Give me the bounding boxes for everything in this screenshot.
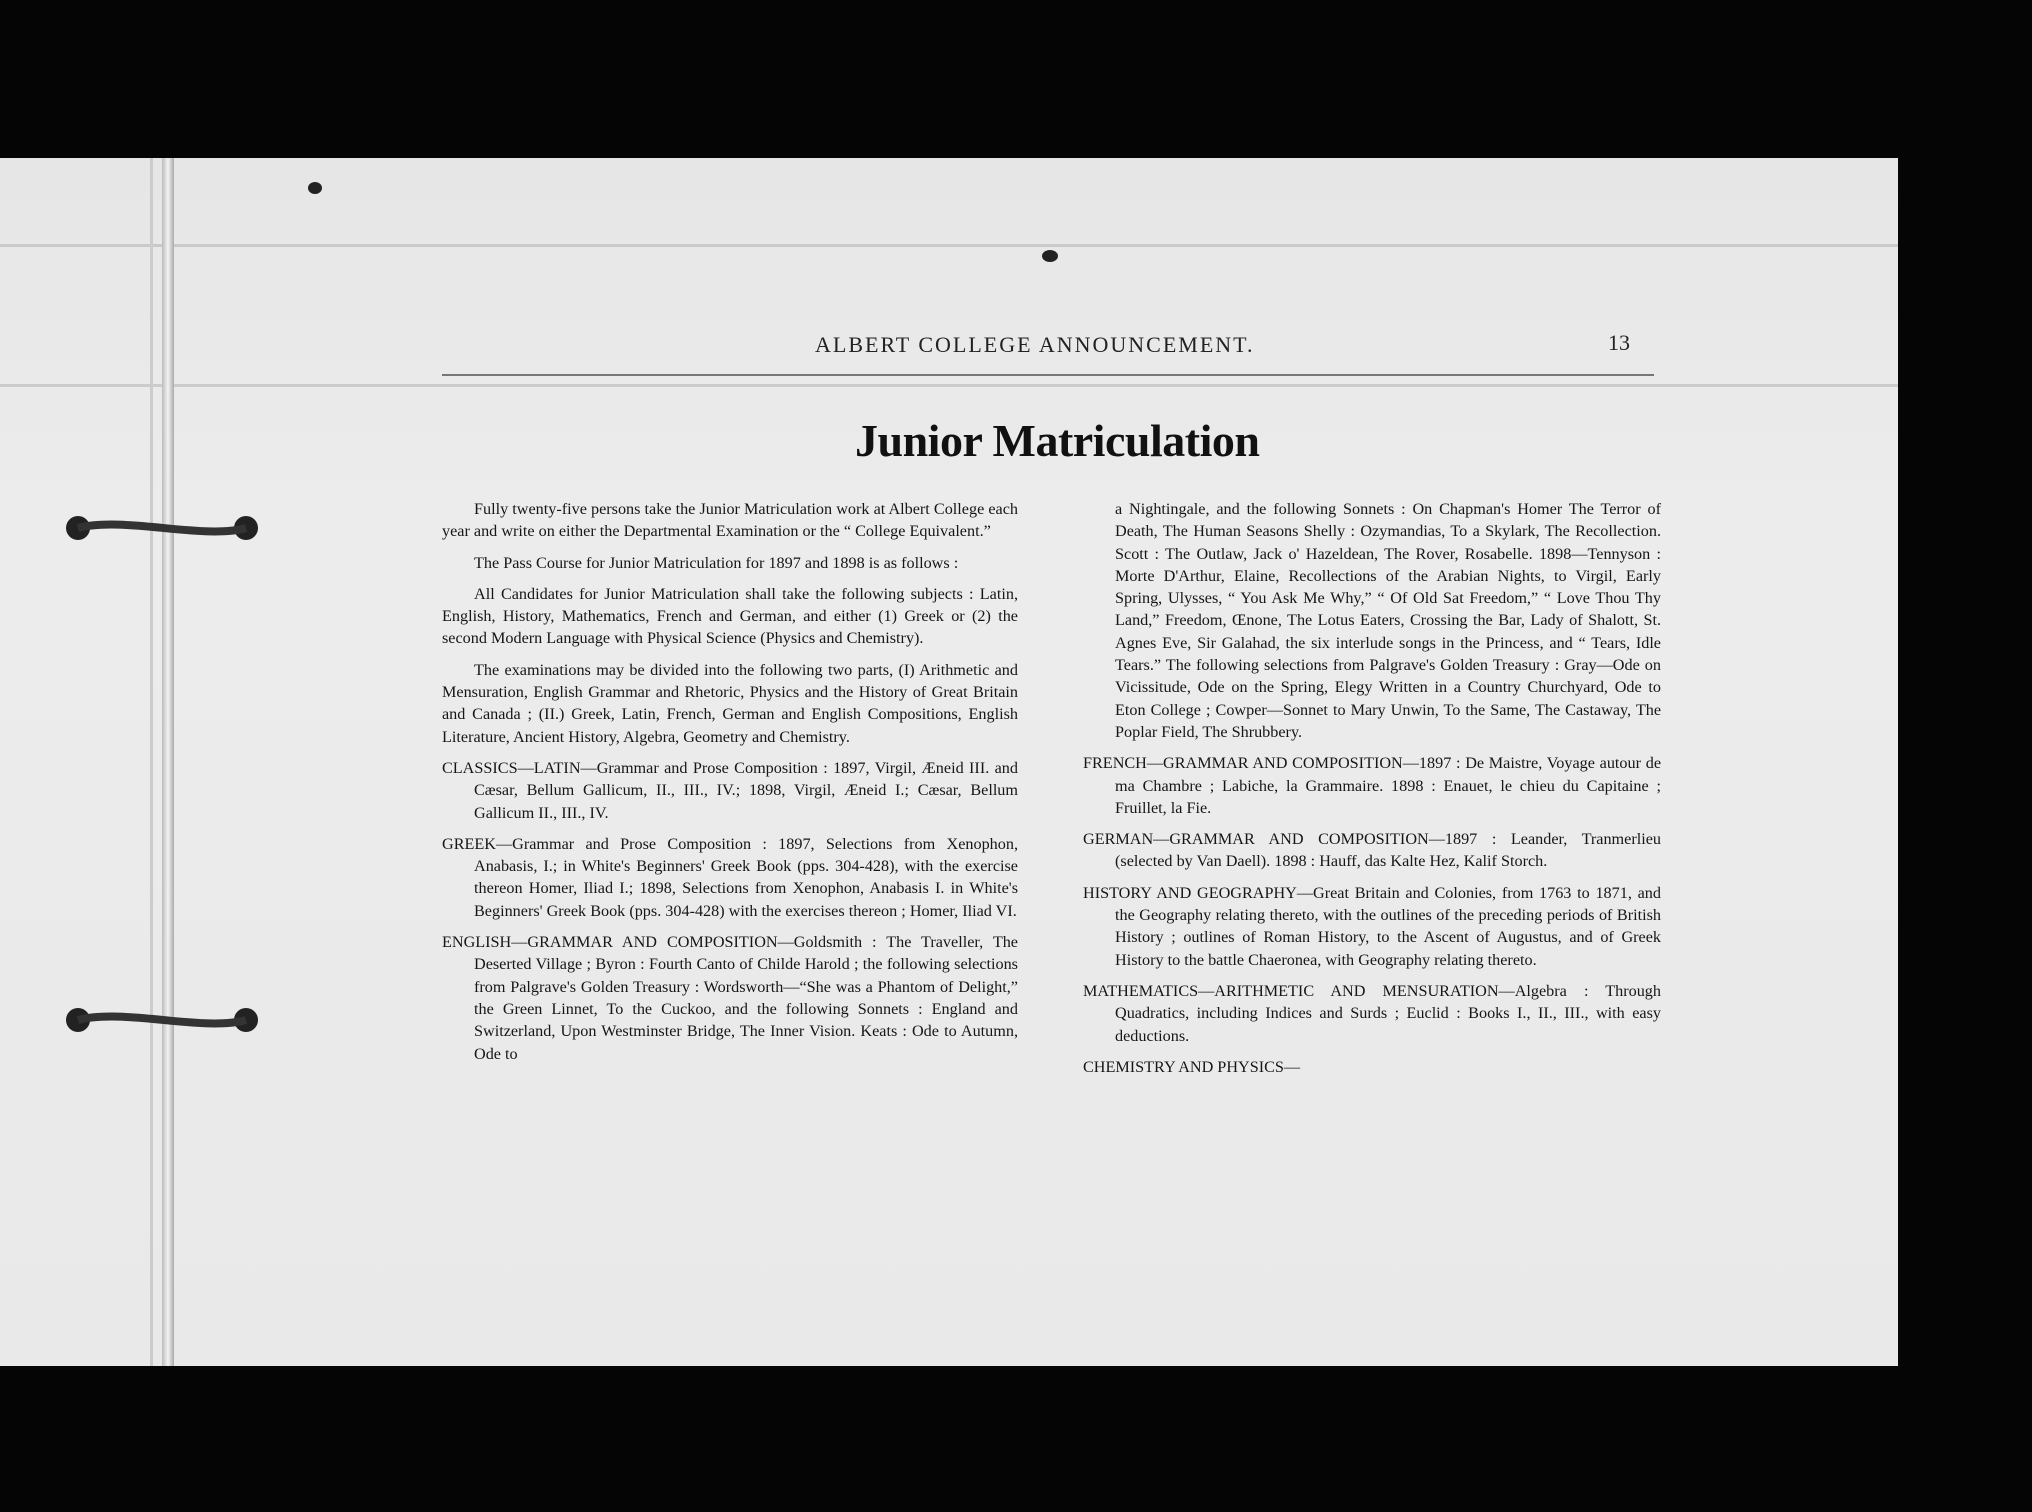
binding-stitch [64,1004,260,1036]
subject-entry: CLASSICS—LATIN—Grammar and Prose Composition : 1897, Virgil, Æneid III. and Cæsar, Bellum Gallicum, II., III., IV.; 1898, Virgil, Æneid I.; Cæsar, Bellum Gallicum II., III., IV. [442,758,1018,822]
binding-stitch [64,512,260,544]
subject-entry: HISTORY AND GEOGRAPHY—Great Britain and Colonies, from 1763 to 1871, and the Geography relating thereto, with the outlines of the preceding periods of British History ; outlines of Roman History, to the Ascent of Augustus, and of Greek History to the battle Chaeronea, with Geography relating thereto. [1083,883,1661,969]
paragraph: The examinations may be divided into the following two parts, (I) Arithmetic and Mensuration, English Grammar and Rhetoric, Physics and the History of Great Britain and Canada ; (II.) Greek, Latin, French, German and English Compositions, English Literature, Ancient History, Algebra, Geometry and Chemistry. [442,660,1018,746]
scan-line [0,244,1898,247]
subject-entry: FRENCH—GRAMMAR AND COMPOSITION—1897 : De Maistre, Voyage autour de ma Chambre ; Labiche, la Grammaire. 1898 : Enauet, le chieu du Capitaine ; Fruillet, la Fie. [1083,754,1661,817]
ink-blot [308,182,322,194]
subject-entry: MATHEMATICS—ARITHMETIC AND MENSURATION—Algebra : Through Quadratics, including Indices and Surds ; Euclid : Books I., II., III., with easy deductions. [1083,981,1661,1045]
ink-blot [1042,250,1058,262]
document-page [0,158,1898,1366]
page-edge [150,158,153,1366]
page-number: 13 [1608,330,1630,355]
paragraph: Fully twenty-five persons take the Junior Matriculation work at Albert College each year and write on either the Departmental Examination or the “ College Equivalent.” [442,500,1018,541]
subject-entry: ENGLISH—GRAMMAR AND COMPOSITION—Goldsmith : The Traveller, The Deserted Village ; Byron : Fourth Canto of Childe Harold ; the following selections from Palgrave's Golden Treasury : Wordsworth—“She was a Phantom of Delight,” the Green Linnet, To the Cuckoo, and the following Sonnets : England and Switzerland, Upon Westminster Bridge, The Inner Vision. Keats : Ode to Autumn, Ode to [442,933,1018,1063]
header-rule [442,374,1654,376]
paragraph: All Candidates for Junior Matriculation shall take the following subjects : Latin, English, History, Mathematics, French and German, and either (1) Greek or (2) the second Modern Language with Physical Science (Physics and Chemistry). [442,584,1018,648]
subject-entry: GREEK—Grammar and Prose Composition : 1897, Selections from Xenophon, Anabasis, I.; in White's Beginners' Greek Book (pps. 304-428), with the exercise thereon Homer, Iliad I.; 1898, Selections from Xenophon, Anabasis I. in White's Beginners' Greek Book (pps. 304-428) with the exercises thereon ; Homer, Iliad VI. [442,834,1018,920]
right-column [1083,498,1661,1087]
scan-line [0,384,1898,387]
continued-paragraph: a Nightingale, and the following Sonnets : On Chapman's Homer The Terror of Death, The Human Seasons Shelly : Ozymandias, To a Skylark, The Recollection. Scott : The Outlaw, Jack o' Hazeldean, The Rover, Rosabelle. 1898—Tennyson : Morte D'Arthur, Elaine, Recollections of the Arabian Nights, to Virgil, Early Spring, Ulysses, “ You Ask Me Why,” “ Of Old Sat Freedom,” “ Love Thou Thy Land,” Freedom, Œnone, The Lotus Eaters, Crossing the Bar, Lady of Shalott, St. Agnes Eve, Sir Galahad, the six interlude songs in the Princess, and “ Tears, Idle Tears.” The following selections from Palgrave's Golden Treasury : Gray—Ode on Vicissitude, Ode on the Spring, Elegy Written in a Country Churchyard, Ode to Eton College ; Cowper—Sonnet to Mary Unwin, To the Same, The Castaway, The Poplar Field, The Shrubbery. [1115,500,1661,741]
subject-entry: GERMAN—GRAMMAR AND COMPOSITION—1897 : Leander, Tranmerlieu (selected by Van Daell). 1898 : Hauff, das Kalte Hez, Kalif Storch. [1083,830,1661,871]
subject-entry: CHEMISTRY AND PHYSICS— [1083,1057,1301,1076]
paragraph: The Pass Course for Junior Matriculation for 1897 and 1898 is as follows : [474,553,959,572]
left-column [442,498,1018,1074]
page-title: Junior Matriculation [855,415,1260,466]
binding-spine [162,158,174,1366]
running-header: ALBERT COLLEGE ANNOUNCEMENT. [815,332,1255,357]
